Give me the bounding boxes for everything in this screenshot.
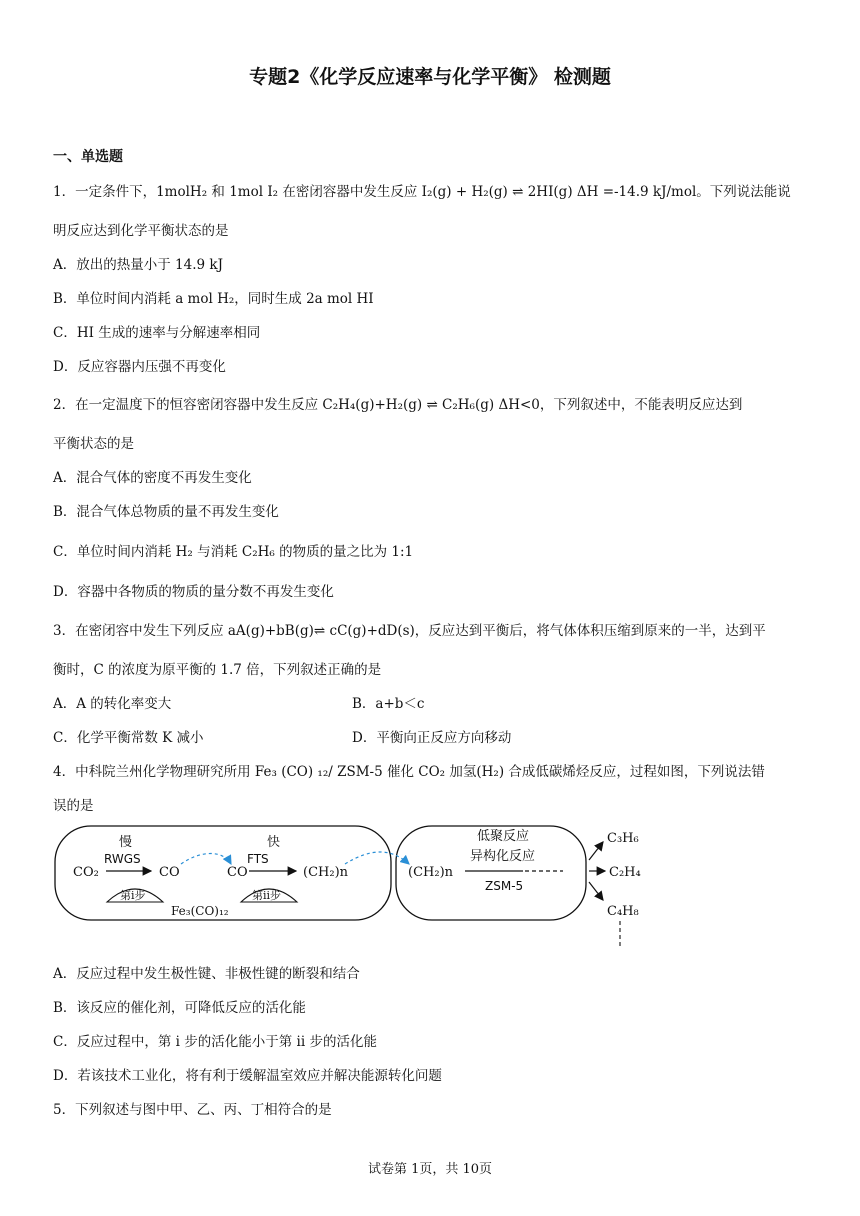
q1-stem: 1．一定条件下，1molH₂ 和 1mol I₂ 在密闭容器中发生反应 I₂(g) + H₂(g) ⇌ 2HI(g) ΔH =-14.9 kJ/mol。下列说法能说 [53,184,791,200]
q4-option-b: B．该反应的催化剂，可降低反应的活化能 [53,1000,306,1016]
transfer-arrow-2 [345,852,409,864]
fast-label: 快 [267,835,281,850]
q5-stem: 5．下列叙述与图中甲、乙、丙、丁相符合的是 [53,1102,332,1118]
page-title: 专题2《化学反应速率与化学平衡》 检测题 [249,66,611,88]
transfer-arrow-1 [181,854,231,865]
q1-option-a: A．放出的热量小于 14.9 kJ [53,257,223,273]
ch2n-species-1: (CH₂)n [303,865,349,880]
ch2n-species-2: (CH₂)n [408,865,454,880]
q3-stem-cont: 衡时，C 的浓度为原平衡的 1.7 倍，下列叙述正确的是 [53,662,382,678]
catalyst-label: Fe₃(CO)₁₂ [171,904,229,918]
co2-species: CO₂ [73,865,99,880]
q1-option-c: C．HI 生成的速率与分解速率相同 [53,325,261,341]
page-footer: 试卷第 1页，共 10页 [367,1162,493,1177]
q3-stem: 3．在密闭容中发生下列反应 aA(g)+bB(g)⇌ cC(g)+dD(s)，反应达到平衡后，将气体体积压缩到原来的一半，达到平 [53,623,766,639]
fts-label: FTS [247,852,269,866]
co-species-2: CO [227,865,248,880]
q2-option-d: D．容器中各物质的物质的量分数不再发生变化 [53,584,334,600]
product-c2h4: C₂H₄ [609,865,641,880]
q4-stem: 4．中科院兰州化学物理研究所用 Fe₃ (CO) ₁₂/ ZSM-5 催化 CO₂ 加氢(H₂) 合成低碳烯烃反应，过程如图，下列说法错 [53,764,765,780]
q3-option-b: B．a+b＜c [352,696,425,712]
zsm5-label: ZSM-5 [485,879,524,893]
product-arrow-3 [589,882,603,900]
q2-option-b: B．混合气体总物质的量不再发生变化 [53,504,279,520]
q3-option-d: D．平衡向正反应方向移动 [352,730,512,746]
q3-option-c: C．化学平衡常数 K 减小 [53,730,204,746]
reaction-process-diagram [53,820,653,952]
q4-option-c: C．反应过程中，第 i 步的活化能小于第 ii 步的活化能 [53,1034,377,1050]
rwgs-label: RWGS [104,852,141,866]
isomerization-label: 异构化反应 [470,849,536,864]
q1-option-b: B．单位时间内消耗 a mol H₂，同时生成 2a mol HI [53,291,374,307]
q1-option-d: D．反应容器内压强不再变化 [53,359,226,375]
product-c3h6: C₃H₆ [607,831,639,846]
slow-label: 慢 [119,835,133,850]
step-ii-label: 第ii步 [252,889,282,902]
q4-stem-cont: 误的是 [53,798,94,814]
q3-option-a: A．A 的转化率变大 [53,696,172,712]
q2-stem: 2．在一定温度下的恒容密闭容器中发生反应 C₂H₄(g)+H₂(g) ⇌ C₂H₆(g) ΔH<0，下列叙述中，不能表明反应达到 [53,397,743,413]
q4-option-d: D．若该技术工业化，将有利于缓解温室效应并解决能源转化问题 [53,1068,442,1084]
q4-option-a: A．反应过程中发生极性键、非极性键的断裂和结合 [53,966,360,982]
section-heading: 一、单选题 [53,149,123,165]
q2-stem-cont: 平衡状态的是 [53,436,134,452]
q2-option-c: C．单位时间内消耗 H₂ 与消耗 C₂H₆ 的物质的量之比为 1:1 [53,544,414,560]
product-arrow-1 [589,842,603,860]
q2-option-a: A．混合气体的密度不再发生变化 [53,470,252,486]
q1-stem-cont: 明反应达到化学平衡状态的是 [53,223,229,239]
product-c4h8: C₄H₈ [607,904,639,919]
co-species-1: CO [159,865,180,880]
oligomerization-label: 低聚反应 [477,829,530,844]
step-i-label: 第i步 [120,889,146,902]
